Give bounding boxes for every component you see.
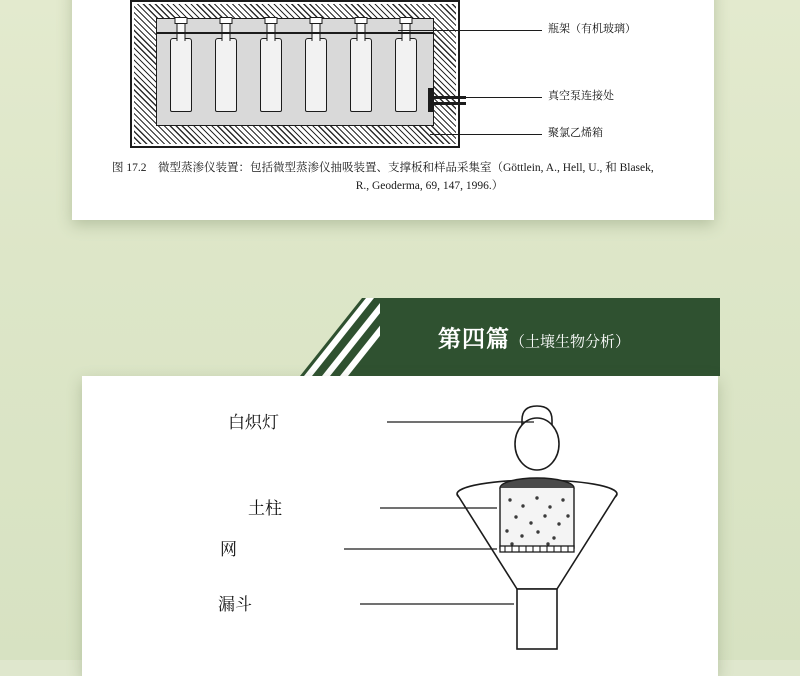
figure2-label-soil-column: 土柱 <box>248 499 282 518</box>
sample-vial <box>305 38 327 112</box>
vial-rack-plate <box>156 32 434 34</box>
soil-column <box>500 478 574 548</box>
part-title: 第四篇 <box>438 326 510 352</box>
figure-card-bottom <box>82 376 718 676</box>
figure2-label-mesh: 网 <box>220 540 237 559</box>
vial-cap <box>175 17 188 24</box>
figure1-caption-line2: R., Geoderma, 69, 147, 1996.） <box>355 179 504 192</box>
figure2-label-funnel: 漏斗 <box>218 595 252 614</box>
vial-cap <box>400 17 413 24</box>
leader-line-rack <box>398 30 542 31</box>
leader-line-pvc <box>430 134 542 135</box>
vacuum-port-line <box>432 102 466 105</box>
sample-vial <box>350 38 372 112</box>
part-banner-text <box>438 321 630 354</box>
vial-cap <box>220 17 233 24</box>
figure1-label-vacuum: 真空泵连接处 <box>548 90 614 102</box>
figure1-label-rack: 瓶架（有机玻璃） <box>548 23 636 35</box>
berlese-funnel-diagram <box>82 376 718 676</box>
vacuum-port-block <box>428 88 434 112</box>
figure1-caption <box>112 160 687 196</box>
figure1-label-pvc: 聚氯乙烯箱 <box>548 127 603 139</box>
part-banner <box>380 298 720 376</box>
mesh-screen <box>500 546 574 552</box>
sample-chamber <box>156 18 434 126</box>
vial-cap <box>310 17 323 24</box>
pvc-box <box>130 0 460 148</box>
sample-vial <box>170 38 192 112</box>
micro-lysimeter-diagram <box>130 0 650 150</box>
sample-vial <box>395 38 417 112</box>
sample-vial <box>260 38 282 112</box>
figure-card-top <box>72 0 714 220</box>
leader-line-vacuum <box>464 97 542 98</box>
vacuum-port-line <box>432 96 466 99</box>
vial-cap <box>265 17 278 24</box>
figure1-caption-line1: 图 17.2 微型蒸渗仪装置：包括微型蒸渗仪抽吸装置、支撑板和样品采集室（Göttlein, A., Hell, U., 和 Blasek, <box>112 162 654 174</box>
incandescent-lamp-icon <box>515 406 559 470</box>
figure2-label-lamp: 白炽灯 <box>228 413 279 432</box>
part-subtitle: （土壤生物分析） <box>510 334 631 351</box>
sample-vial <box>215 38 237 112</box>
vial-cap <box>355 17 368 24</box>
